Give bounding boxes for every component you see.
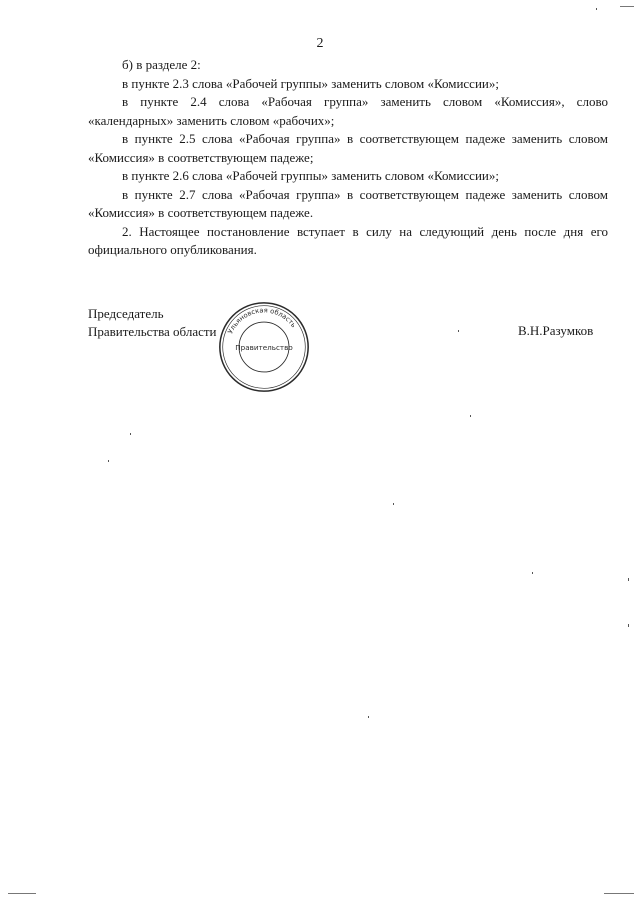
scan-edge-mark	[604, 893, 634, 894]
signatory-title	[88, 305, 217, 341]
scan-speck	[470, 415, 471, 417]
page-number: 2	[316, 36, 324, 51]
signatory-name: В.Н.Разумков	[518, 323, 594, 338]
paragraph-entry-into-force: 2. Настоящее постановление вступает в силу на следующий день после дня его официального опубликования.	[88, 223, 608, 257]
paragraph-item-2-5: в пункте 2.5 слова «Рабочая группа» в соответствующем падеже заменить словом «Комиссия» в соответствующем падеже;	[88, 131, 608, 165]
document-body	[88, 56, 608, 260]
seal-center-text: Правительство	[235, 342, 293, 352]
paragraph-item-2-7: в пункте 2.7 слова «Рабочая группа» в соответствующем падеже заменить словом «Комиссия» в соответствующем падеже.	[88, 186, 608, 220]
scan-speck	[532, 572, 533, 574]
scan-speck	[368, 716, 369, 718]
scan-speck	[628, 578, 629, 581]
scan-speck	[393, 503, 394, 505]
scan-edge-mark	[620, 6, 634, 7]
paragraph-item-2-3: в пункте 2.3 слова «Рабочей группы» заменить словом «Комиссии»;	[122, 75, 499, 91]
signatory-title-line-2: Правительства области	[88, 324, 217, 339]
signatory-title-line-1: Председатель	[88, 306, 164, 321]
seal-ring-text: Ульяновская область	[226, 306, 298, 336]
scan-speck	[130, 433, 131, 435]
paragraph-section-heading: б) в разделе 2:	[122, 57, 201, 72]
scan-speck	[108, 460, 109, 462]
paragraph-item-2-4: в пункте 2.4 слова «Рабочая группа» заменить словом «Комиссия», слово «календарных» заменить словом «рабочих»;	[88, 94, 608, 128]
scan-speck	[628, 624, 629, 627]
scan-speck	[458, 330, 459, 332]
paragraph-item-2-6: в пункте 2.6 слова «Рабочей группы» заменить словом «Комиссии»;	[122, 168, 499, 183]
scan-speck	[596, 8, 597, 10]
scan-edge-mark	[8, 893, 36, 894]
official-seal	[216, 299, 312, 395]
